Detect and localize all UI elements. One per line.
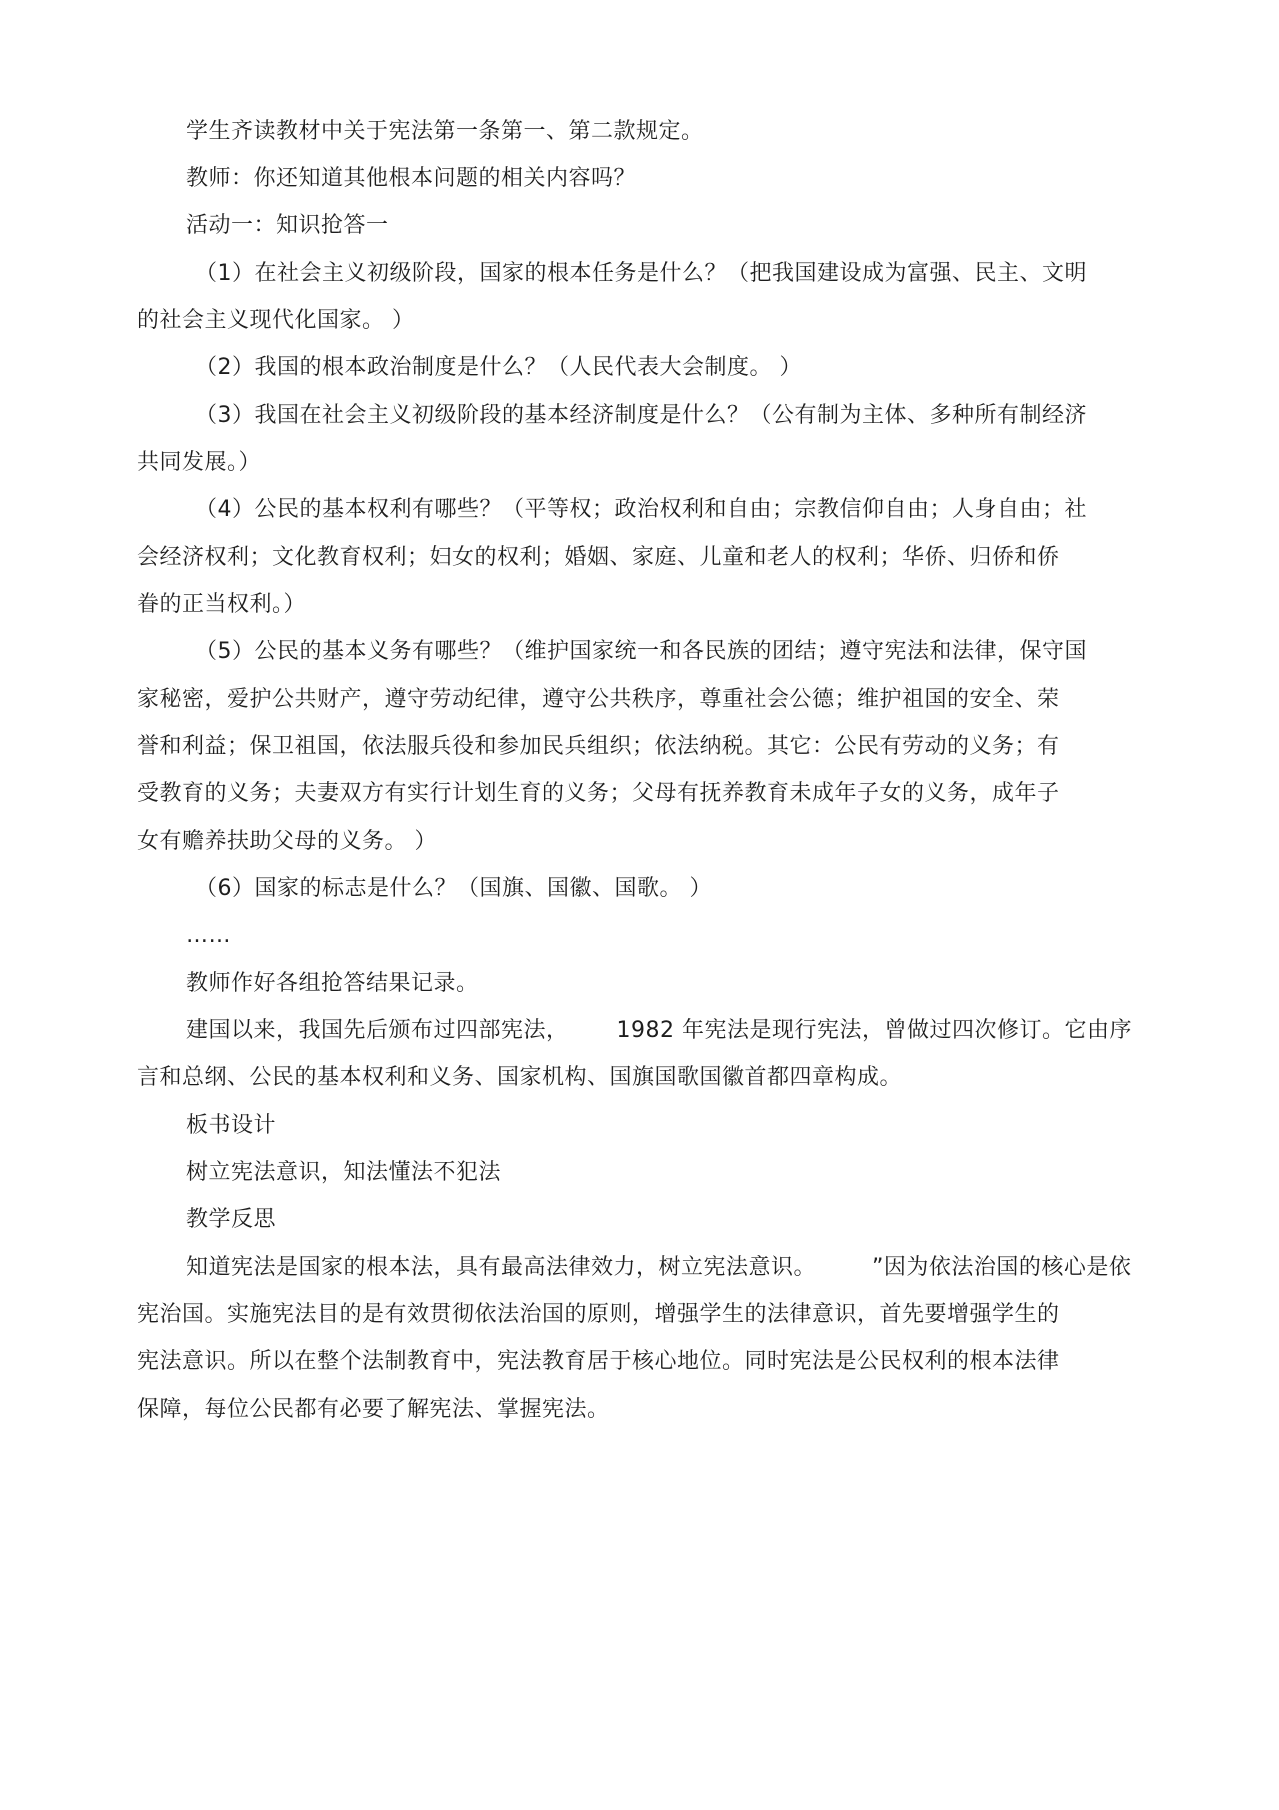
paragraph-line: 女有赡养扶助父母的义务。 ） — [137, 829, 437, 854]
paragraph-line: 宪法意识。所以在整个法制教育中，宪法教育居于核心地位。同时宪法是公民权利的根本法律 — [137, 1349, 1060, 1374]
section-heading: 教学反思 — [186, 1207, 277, 1232]
paragraph-line: 宪治国。实施宪法目的是有效贯彻依法治国的原则，增强学生的法律意识，首先要增强学生的 — [137, 1302, 1060, 1327]
paragraph-line: 家秘密，爱护公共财产，遵守劳动纪律，遵守公共秩序，尊重社会公德；维护祖国的安全、荣 — [137, 687, 1060, 712]
paragraph-line — [186, 1017, 1132, 1045]
paragraph-line: 保障，每位公民都有必要了解宪法、掌握宪法。 — [137, 1397, 610, 1422]
text-segment: ”因为依法治国的核心是依 — [872, 1255, 1132, 1280]
paragraph-line: 学生齐读教材中关于宪法第一条第一、第二款规定。 — [186, 119, 704, 144]
question-4: （4）公民的基本权利有哪些？（平等权；政治权利和自由；宗教信仰自由；人身自由；社 — [195, 497, 1088, 522]
paragraph-line: 教师作好各组抢答结果记录。 — [186, 971, 479, 996]
paragraph-line: 的社会主义现代化国家。 ） — [137, 308, 415, 333]
section-heading: 板书设计 — [186, 1113, 277, 1138]
ellipsis: …… — [186, 923, 231, 948]
question-6: （6）国家的标志是什么？（国旗、国徽、国歌。 ） — [195, 876, 712, 901]
question-3: （3）我国在社会主义初级阶段的基本经济制度是什么？（公有制为主体、多种所有制经济 — [195, 403, 1088, 428]
paragraph-line: 教师：你还知道其他根本问题的相关内容吗？ — [186, 166, 637, 191]
text-segment: 1982 年宪法是现行宪法，曾做过四次修订。它由序 — [616, 1018, 1132, 1043]
paragraph-line: 眷的正当权利。） — [137, 592, 307, 617]
activity-heading: 活动一：知识抢答一 — [186, 213, 389, 238]
paragraph-line — [186, 1254, 1131, 1282]
paragraph-line: 誉和利益；保卫祖国，依法服兵役和参加民兵组织；依法纳税。其它：公民有劳动的义务；有 — [137, 734, 1060, 759]
board-design-text: 树立宪法意识，知法懂法不犯法 — [186, 1160, 502, 1185]
paragraph-line: 会经济权利；文化教育权利；妇女的权利；婚姻、家庭、儿童和老人的权利；华侨、归侨和侨 — [137, 545, 1060, 570]
text-segment: 知道宪法是国家的根本法，具有最高法律效力，树立宪法意识。 — [186, 1255, 817, 1280]
paragraph-line: 共同发展。） — [137, 450, 262, 475]
question-1: （1）在社会主义初级阶段，国家的根本任务是什么？（把我国建设成为富强、民主、文明 — [195, 261, 1088, 286]
text-segment: 建国以来，我国先后颁布过四部宪法， — [186, 1018, 569, 1043]
paragraph-line: 言和总纲、公民的基本权利和义务、国家机构、国旗国歌国徽首都四章构成。 — [137, 1065, 903, 1090]
question-2: （2）我国的根本政治制度是什么？（人民代表大会制度。 ） — [195, 355, 802, 380]
paragraph-line: 受教育的义务；夫妻双方有实行计划生育的义务；父母有抚养教育未成年子女的义务，成年子 — [137, 781, 1060, 806]
question-5: （5）公民的基本义务有哪些？（维护国家统一和各民族的团结；遵守宪法和法律，保守国 — [195, 639, 1088, 664]
